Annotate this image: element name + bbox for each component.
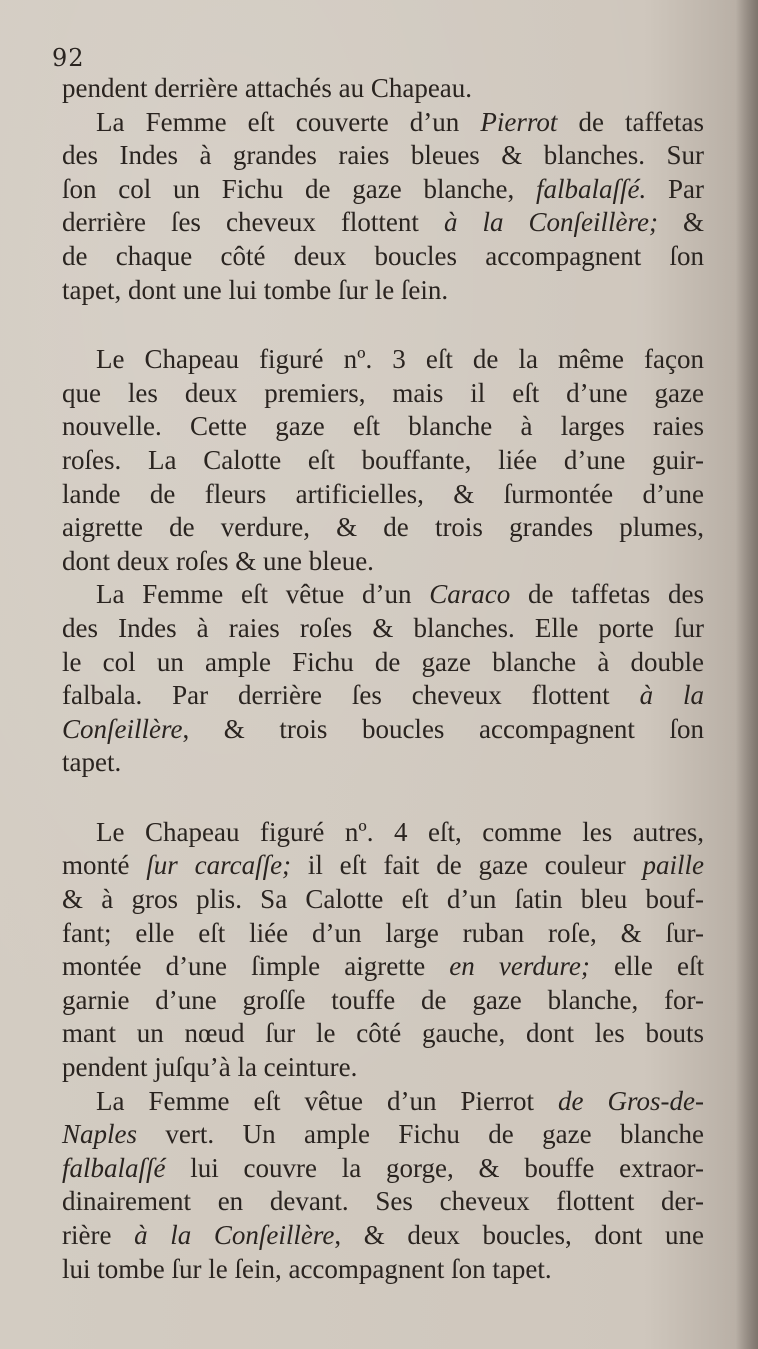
text-line: aigrette de verdure, & de trois grandes plumes, xyxy=(62,512,704,543)
text-run: monté xyxy=(62,850,147,881)
text-line: le col un ample Fichu de gaze blanche à double xyxy=(62,646,704,677)
body-text xyxy=(62,72,704,1286)
paragraph xyxy=(62,578,704,780)
paragraph xyxy=(62,72,704,106)
paragraph xyxy=(62,816,704,1085)
paragraph xyxy=(62,106,704,308)
text-run: , & trois boucles accompagnent ſon xyxy=(182,713,704,744)
text-run: & xyxy=(657,207,704,238)
text-line: de chaque côté deux boucles accompagnent ſon xyxy=(62,240,704,271)
text-line: Le Chapeau figuré nº. 4 eſt, comme les autres, xyxy=(96,816,704,847)
text-line xyxy=(62,206,704,240)
text-run: , & deux boucles, dont une xyxy=(334,1220,704,1250)
italic-run: Conſeillère xyxy=(62,713,183,744)
text-line: Le Chapeau figuré nº. 3 eſt de la même façon xyxy=(96,344,704,375)
text-line: dont deux roſes & une bleue. xyxy=(62,545,374,576)
italic-run: Naples xyxy=(62,1119,138,1150)
text-line: garnie d’une groſſe touffe de gaze blanche, for- xyxy=(62,984,704,1015)
text-line: roſes. La Calotte eſt bouffante, liée d’une guir- xyxy=(62,444,704,475)
text-line xyxy=(62,713,704,747)
italic-run: Pierrot xyxy=(480,106,558,137)
text-line xyxy=(62,1219,704,1253)
text-run: derrière ſes cheveux flottent xyxy=(62,207,444,238)
text-run: Par xyxy=(646,173,704,204)
text-run: ſon col un Fichu de gaze blanche, xyxy=(62,173,536,204)
paragraph xyxy=(62,343,704,578)
text-line xyxy=(62,950,704,984)
text-line xyxy=(62,173,704,207)
italic-run: paille xyxy=(642,850,704,881)
paragraph-gap xyxy=(62,780,704,816)
text-run: montée d’une ſimple aigrette xyxy=(62,951,450,982)
text-line xyxy=(62,1085,704,1119)
text-line: lui tombe ſur le ſein, accompagnent ſon tapet. xyxy=(62,1253,552,1284)
text-run: La Femme eſt vêtue d’un xyxy=(96,579,430,610)
text-line xyxy=(62,1118,704,1152)
italic-run: à la xyxy=(639,680,704,711)
text-run: lui couvre la gorge, & bouffe extraor- xyxy=(165,1152,704,1183)
text-line: lande de fleurs artificielles, & ſurmontée d’une xyxy=(62,478,704,509)
italic-run: en verdure; xyxy=(449,951,590,982)
text-line: tapet, dont une lui tombe ſur le ſein. xyxy=(62,274,449,305)
text-line: dinairement en devant. Ses cheveux flottent der- xyxy=(62,1186,704,1217)
text-line: pendent derrière attachés au Chapeau. xyxy=(62,73,473,103)
text-run: La Femme eſt vêtue d’un Pierrot xyxy=(96,1085,559,1116)
text-line xyxy=(62,849,704,883)
italic-run: de Gros-de- xyxy=(558,1085,704,1116)
italic-run: falbalaſſé xyxy=(62,1152,166,1183)
paragraph-gap xyxy=(62,307,704,343)
text-run: rière xyxy=(62,1220,135,1250)
text-line xyxy=(62,679,704,713)
text-run: falbala. Par derrière ſes cheveux flottent xyxy=(62,680,640,711)
text-line: fant; elle eſt liée d’un large ruban roſe, & ſur- xyxy=(62,917,704,948)
text-run: vert. Un ample Fichu de gaze blanche xyxy=(137,1119,704,1150)
italic-run: Caraco xyxy=(429,579,511,610)
text-line: tapet. xyxy=(62,747,122,778)
text-line: des Indes à grandes raies bleues & blanches. Sur xyxy=(62,140,704,171)
text-line: pendent juſqu’à la ceinture. xyxy=(62,1052,358,1083)
text-run: de taffetas xyxy=(557,106,704,137)
text-line: que les deux premiers, mais il eſt d’une gaze xyxy=(62,377,704,408)
text-run: de taffetas des xyxy=(510,579,704,610)
page-edge-shadow xyxy=(736,0,758,1349)
text-line xyxy=(62,1152,704,1186)
text-run: elle eſt xyxy=(589,951,705,982)
italic-run: falbalaſſé. xyxy=(535,173,647,204)
text-run: il eſt fait de gaze couleur xyxy=(291,850,643,881)
italic-run: à la Conſeillère xyxy=(134,1220,335,1250)
italic-run: à la Conſeillère; xyxy=(443,207,658,238)
text-line: & à gros plis. Sa Calotte eſt d’un ſatin bleu bouf- xyxy=(62,884,704,915)
text-line xyxy=(62,106,704,140)
paragraph xyxy=(62,1085,704,1287)
text-line: mant un nœud ſur le côté gauche, dont les bouts xyxy=(62,1018,704,1049)
text-line: nouvelle. Cette gaze eſt blanche à larges raies xyxy=(62,411,704,442)
text-run: La Femme eſt couverte d’un xyxy=(96,106,481,137)
text-line xyxy=(62,578,704,612)
page-number: 92 xyxy=(52,44,85,72)
italic-run: ſur carcaſſe; xyxy=(146,850,292,881)
text-line: des Indes à raies roſes & blanches. Elle porte ſur xyxy=(62,612,704,643)
